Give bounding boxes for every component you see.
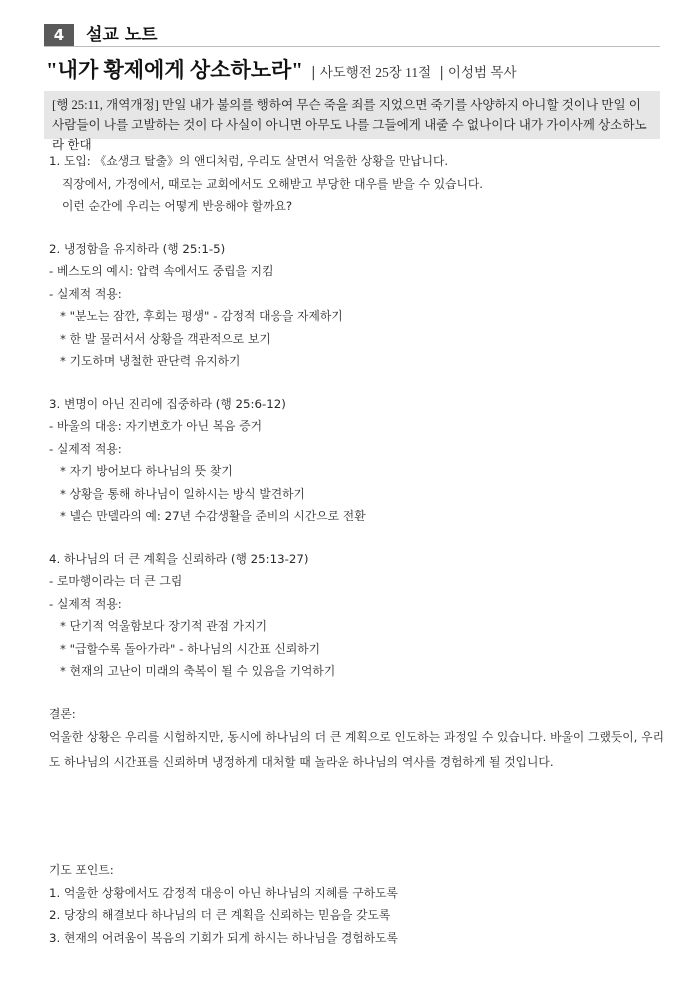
- sermon-body: [49, 150, 664, 949]
- apply-point: * "급할수록 돌아가라" - 하나님의 시간표 신뢰하기: [60, 641, 321, 656]
- prayer-section: [49, 859, 664, 949]
- section-4: [49, 548, 664, 683]
- apply-point: * "분노는 잠깐, 후회는 평생" - 감정적 대응을 자제하기: [60, 309, 343, 323]
- intro-heading: 1. 도입: 《쇼생크 탈출》의 앤디처럼, 우리도 살면서 억울한 상황을 만납니다.: [49, 154, 449, 168]
- apply-point: * 넬슨 만델라의 예: 27년 수감생활을 준비의 시간으로 전환: [60, 509, 366, 523]
- section-heading: 3. 변명이 아닌 진리에 집중하라 (행 25:6-12): [49, 396, 286, 411]
- section-2: [49, 238, 664, 373]
- section-title: 설교 노트: [86, 25, 158, 45]
- apply-point: * 한 발 물러서서 상황을 객관적으로 보기: [60, 331, 271, 346]
- page-header: [44, 24, 660, 47]
- conclusion-text: 억울한 상황은 우리를 시험하지만, 동시에 하나님의 더 큰 계획으로 인도하는 과정일 수 있습니다. 바울이 그랬듯이, 우리도 하나님의 시간표를 신뢰하며 냉정하게 대처할 때 놀라운 하나님의 역사를 경험하게 될 것입니다.: [49, 730, 664, 769]
- section-example: - 바울의 대응: 자기변호가 아닌 복음 증거: [49, 419, 263, 433]
- apply-label: - 실제적 적용:: [49, 441, 122, 456]
- apply-point: * 상황을 통해 하나님이 일하시는 방식 발견하기: [60, 486, 305, 501]
- intro-line: 직장에서, 가정에서, 때로는 교회에서도 오해받고 부당한 대우를 받을 수 있습니다.: [62, 176, 484, 191]
- title-separator-2: |: [439, 65, 444, 81]
- title-separator: |: [310, 65, 316, 81]
- intro-line: 이런 순간에 우리는 어떻게 반응해야 할까요?: [62, 199, 293, 213]
- apply-label: - 실제적 적용:: [49, 286, 122, 301]
- section-3: [49, 393, 664, 528]
- apply-point: * 자기 방어보다 하나님의 뜻 찾기: [60, 464, 233, 478]
- prayer-item: 3. 현재의 어려움이 복음의 기회가 되게 하시는 하나님을 경험하도록: [49, 930, 398, 945]
- apply-point: * 기도하며 냉철한 판단력 유지하기: [60, 354, 241, 368]
- apply-point: * 현재의 고난이 미래의 축복이 될 수 있음을 기억하기: [60, 664, 336, 678]
- scripture-reference: 사도행전 25장 11절: [319, 65, 432, 80]
- prayer-item: 1. 억울한 상황에서도 감정적 대응이 아닌 하나님의 지혜를 구하도록: [49, 885, 398, 900]
- page-number-badge: 4: [44, 24, 74, 46]
- section-heading: 4. 하나님의 더 큰 계획을 신뢰하라 (행 25:13-27): [49, 551, 309, 566]
- scripture-box: [행 25:11, 개역개정] 만일 내가 불의를 행하여 무슨 죽을 죄를 지었으면 죽기를 사양하지 아니할 것이나 만일 이 사람들이 나를 고발하는 것이 다 사실이 아니면 아무도 나를 그들에게 내줄 수 없나이다 내가 가이사께 상소하노라 한대: [44, 91, 660, 139]
- section-heading: 2. 냉정함을 유지하라 (행 25:1-5): [49, 241, 226, 256]
- conclusion-label: 결론:: [49, 706, 76, 721]
- apply-label: - 실제적 적용:: [49, 596, 122, 611]
- intro-section: [49, 150, 664, 218]
- section-example: - 로마행이라는 더 큰 그림: [49, 574, 183, 588]
- sermon-title-row: [46, 54, 660, 84]
- sermon-title: "내가 황제에게 상소하노라": [46, 58, 303, 82]
- prayer-item: 2. 당장의 해결보다 하나님의 더 큰 계획을 신뢰하는 믿음을 갖도록: [49, 908, 391, 922]
- section-example: - 베스도의 예시: 압력 속에서도 중립을 지킴: [49, 264, 274, 278]
- preacher-name: 이성범 목사: [447, 65, 517, 80]
- prayer-label: 기도 포인트:: [49, 863, 114, 877]
- conclusion-section: [49, 703, 664, 776]
- apply-point: * 단기적 억울함보다 장기적 관점 가지기: [60, 619, 267, 633]
